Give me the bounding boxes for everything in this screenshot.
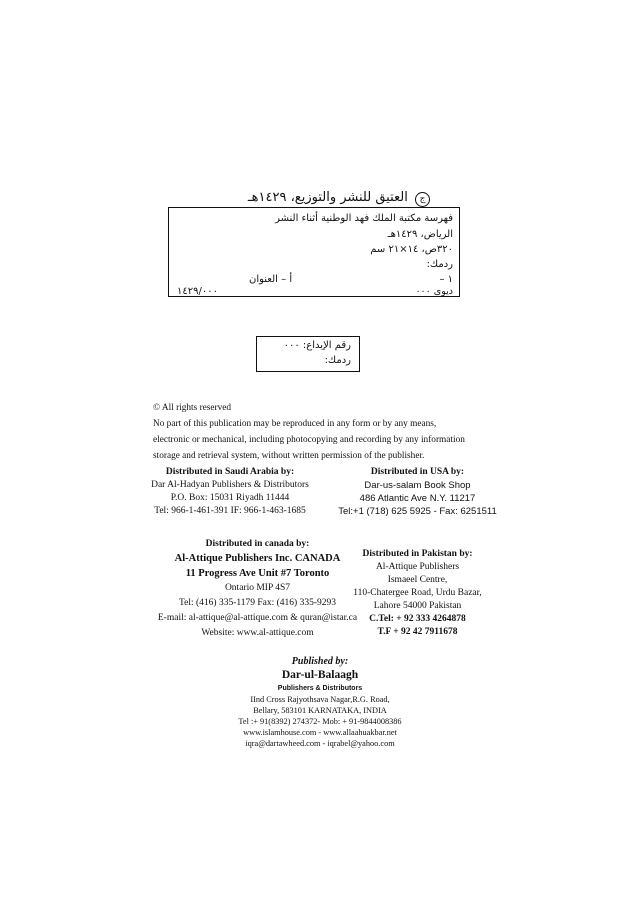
rights-notice	[153, 400, 488, 464]
distributor-line: Dar-us-salam Book Shop	[364, 480, 471, 491]
distributor-line: 486 Atlantic Ave N.Y. 11217	[359, 493, 476, 504]
distributor-line: Al-Attique Publishers	[375, 562, 460, 572]
cip-dewey: ديوى ٠٠٠	[415, 286, 453, 297]
publisher-line: IInd Cross Rajyothsava Nagar,R.G. Road,	[250, 695, 390, 704]
copyright-symbol-icon: ج	[415, 192, 430, 207]
publisher-line: Tel :+ 91(8392) 274372- Mob: + 91-9844008386	[238, 717, 402, 726]
copyright-holder: العتيق للنشر والتوزيع، ١٤٢٩هـ	[247, 190, 408, 205]
distributor-line: P.O. Box: 15031 Riyadh 11444	[170, 493, 290, 503]
distributor-phone: C.Tel: + 92 333 4264878	[369, 614, 466, 624]
distributor-website: Website: www.al-attique.com	[201, 628, 314, 638]
distributor-pakistan	[340, 548, 495, 639]
distributor-line: Ontario MIP 4S7	[224, 583, 291, 593]
copyright-line	[248, 190, 430, 207]
cip-deposit-code: ١٤٢٩/٠٠٠	[177, 286, 218, 297]
cip-heading: فهرسة مكتبة الملك فهد الوطنية أثناء النشر	[275, 213, 453, 224]
distributor-email: E-mail: al-attique@al-attique.com & quran@istar.ca	[157, 613, 358, 623]
distributor-fax: T.F + 92 42 7911678	[377, 627, 458, 637]
distributor-name: Al-Attique Publishers Inc. CANADA	[174, 553, 341, 564]
publisher-subtitle: Publishers & Distributors	[277, 685, 363, 692]
distributor-saudi	[145, 466, 315, 518]
distributor-heading: Distributed in canada by:	[205, 539, 310, 549]
distributor-line: Tel: (416) 335-1179 Fax: (416) 335-9293	[178, 598, 337, 608]
deposit-isbn-label: ردمك:	[324, 355, 351, 366]
distributor-usa	[325, 466, 510, 518]
publisher-label: Published by:	[291, 656, 349, 667]
publisher-name: Dar-ul-Balaagh	[281, 669, 359, 681]
cip-subject-number: ١ –	[439, 274, 453, 285]
rights-line: storage and retrieval system, without written permission of the publisher.	[153, 451, 425, 461]
deposit-number: رقم الإيداع: ٠٠٠	[283, 340, 351, 351]
cip-box	[168, 207, 460, 297]
distributor-canada	[155, 538, 360, 641]
publisher-line: Bellary, 583101 KARNATAKA, INDIA	[253, 706, 387, 715]
cip-isbn-label: ردمك:	[426, 259, 453, 270]
distributor-line: Dar Al-Hadyan Publishers & Distributors	[151, 480, 309, 490]
distributor-line: Tel:+1 (718) 625 5925 - Fax: 6251511	[338, 506, 497, 517]
rights-line: electronic or mechanical, including photocopying and recording by any information	[153, 435, 465, 445]
cip-title-entry: أ – العنوان	[249, 274, 293, 285]
cip-pages-size: ٣٢٠ص، ١٤×٢١ سم	[370, 244, 453, 255]
distributor-line: Ismaeel Centre,	[387, 575, 448, 585]
publisher-line: iqra@dartawheed.com - iqrabel@yahoo.com	[245, 739, 395, 748]
publisher-line: www.islamhouse.com - www.allaahuakbar.net	[243, 728, 397, 737]
distributor-heading: Distributed in Saudi Arabia by:	[165, 467, 295, 477]
rights-reserved: © All rights reserved	[153, 403, 232, 413]
publisher-block	[220, 655, 420, 749]
cip-place-year: الرياض، ١٤٢٩هـ	[387, 229, 453, 240]
distributor-heading: Distributed in USA by:	[370, 467, 465, 477]
rights-line: No part of this publication may be reproduced in any form or by any means,	[153, 419, 437, 429]
distributor-heading: Distributed in Pakistan by:	[362, 549, 473, 559]
distributor-line: Tel: 966-1-461-391 IF: 966-1-463-1685	[154, 506, 306, 516]
distributor-line: Lahore 54000 Pakistan	[373, 601, 462, 611]
distributor-line: 110-Chatergee Road, Urdu Bazar,	[353, 588, 482, 598]
deposit-box	[256, 336, 360, 372]
distributor-address: 11 Progress Ave Unit #7 Toronto	[185, 568, 330, 579]
